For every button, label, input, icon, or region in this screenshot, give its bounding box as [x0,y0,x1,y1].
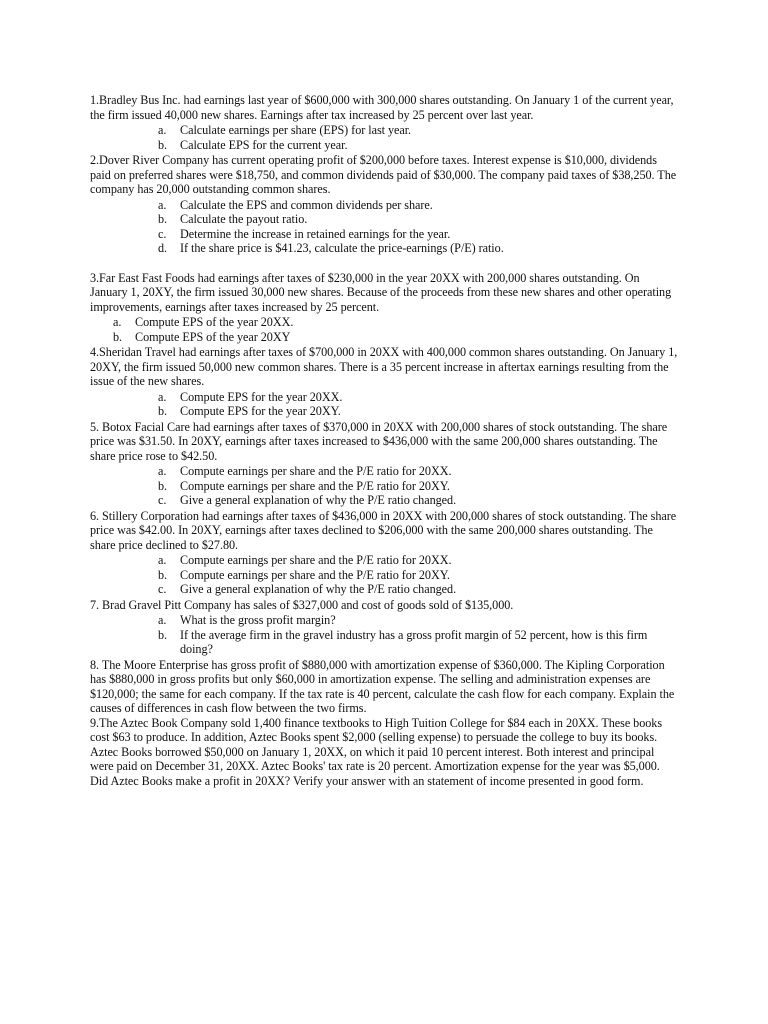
list-item: b. Compute EPS of the year 20XY [113,329,291,344]
question-4-items [90,390,680,419]
question-1-items [90,123,680,152]
list-item: d. If the share price is $41.23, calculate the price-earnings (P/E) ratio. [158,241,504,255]
list-item: a. Calculate earnings per share (EPS) for last year. [158,123,412,137]
question-4: 4.Sheridan Travel had earnings after taxes of $700,000 in 20XX with 400,000 common shares outstanding. On January 1, 20XY, the firm issued 50,000 new common shares. There is a 35 percent increase in aftertax earnings resulting from the issue of the new shares. [90,345,678,388]
list-item: a. Compute EPS for the year 20XX. [158,389,343,404]
document-page [90,93,680,788]
question-5: 5. Botox Facial Care had earnings after taxes of $370,000 in 20XX with 200,000 shares of stock outstanding. The share price was $31.50. In 20XY, earnings after taxes increased to $436,000 with the same 200,000 shares outstanding. The share price rose to $42.50. [90,419,668,463]
list-item: a. Compute earnings per share and the P/E ratio for 20XX. [158,553,452,567]
list-item: a. Calculate the EPS and common dividends per share. [158,197,433,212]
question-3: 3.Far East Fast Foods had earnings after taxes of $230,000 in the year 20XX with 200,000 shares outstanding. On January 1, 20XY, the firm issued 30,000 new shares. Because of the proceeds from these new shares and other operating improvements, earnings after taxes increased by 25 percent. [90,270,672,314]
question-2: 2.Dover River Company has current operating profit of $200,000 before taxes. Interest expense is $10,000, dividends paid on preferred shares were $18,750, and common dividends paid of $30,000. The company paid taxes of $38,250. The company has 20,000 outstanding common shares. [90,153,677,196]
question-3-items [90,315,680,344]
list-item: a. Compute EPS of the year 20XX. [113,315,294,329]
list-item: a. What is the gross profit margin? [158,613,336,627]
list-item: b. Compute earnings per share and the P/E ratio for 20XY. [158,567,450,582]
list-item: a. Compute earnings per share and the P/E ratio for 20XX. [158,464,452,478]
list-item: c. Give a general explanation of why the P/E ratio changed. [158,582,457,596]
list-item: b. If the average firm in the gravel industry has a gross profit margin of 52 percent, how is this firm doing? [158,627,648,656]
list-item: b. Compute EPS for the year 20XY. [158,404,341,418]
question-7-items [90,613,680,657]
list-item: c. Give a general explanation of why the P/E ratio changed. [158,493,457,507]
question-5-items [90,464,680,508]
question-1: 1.Bradley Bus Inc. had earnings last year of $600,000 with 300,000 shares outstanding. On January 1 of the current year, the firm issued 40,000 new shares. Earnings after tax increased by 25 percent over last year. [90,93,674,122]
question-6: 6. Stillery Corporation had earnings after taxes of $436,000 in 20XX with 200,000 shares of stock outstanding. The share price was $42.00. In 20XY, earnings after taxes declined to $206,000 with the same 200,000 shares outstanding. The share price declined to $27.80. [90,508,677,552]
list-item: b. Calculate the payout ratio. [158,212,308,226]
spacer [90,257,680,271]
list-item: b. Calculate EPS for the current year. [158,137,348,152]
list-item: b. Compute earnings per share and the P/E ratio for 20XY. [158,478,450,493]
question-8: 8. The Moore Enterprise has gross profit of $880,000 with amortization expense of $360,000. The Kipling Corporation has $880,000 in gross profits but only $60,000 in amortization expense. The selling and administration expenses are $120,000; the same for each company. If the tax rate is 40 percent, calculate the cash flow for each company. Explain the causes of differences in cash flow between the two firms. [90,657,675,715]
question-2-items [90,198,680,256]
question-6-items [90,553,680,597]
list-item: c. Determine the increase in retained earnings for the year. [158,226,451,241]
question-7: 7. Brad Gravel Pitt Company has sales of $327,000 and cost of goods sold of $135,000. [90,597,514,612]
question-9: 9.The Aztec Book Company sold 1,400 finance textbooks to High Tuition College for $84 each in 20XX. These books cost $63 to produce. In addition, Aztec Books spent $2,000 (selling expense) to persuade the college to buy its books. Aztec Books borrowed $50,000 on January 1, 20XX, on which it paid 10 percent interest. Both interest and principal were paid on December 31, 20XX. Aztec Books' tax rate is 20 percent. Amortization expense for the year was $5,000. Did Aztec Books make a profit in 20XX? Verify your answer with an statement of income presented in good form. [90,715,663,788]
